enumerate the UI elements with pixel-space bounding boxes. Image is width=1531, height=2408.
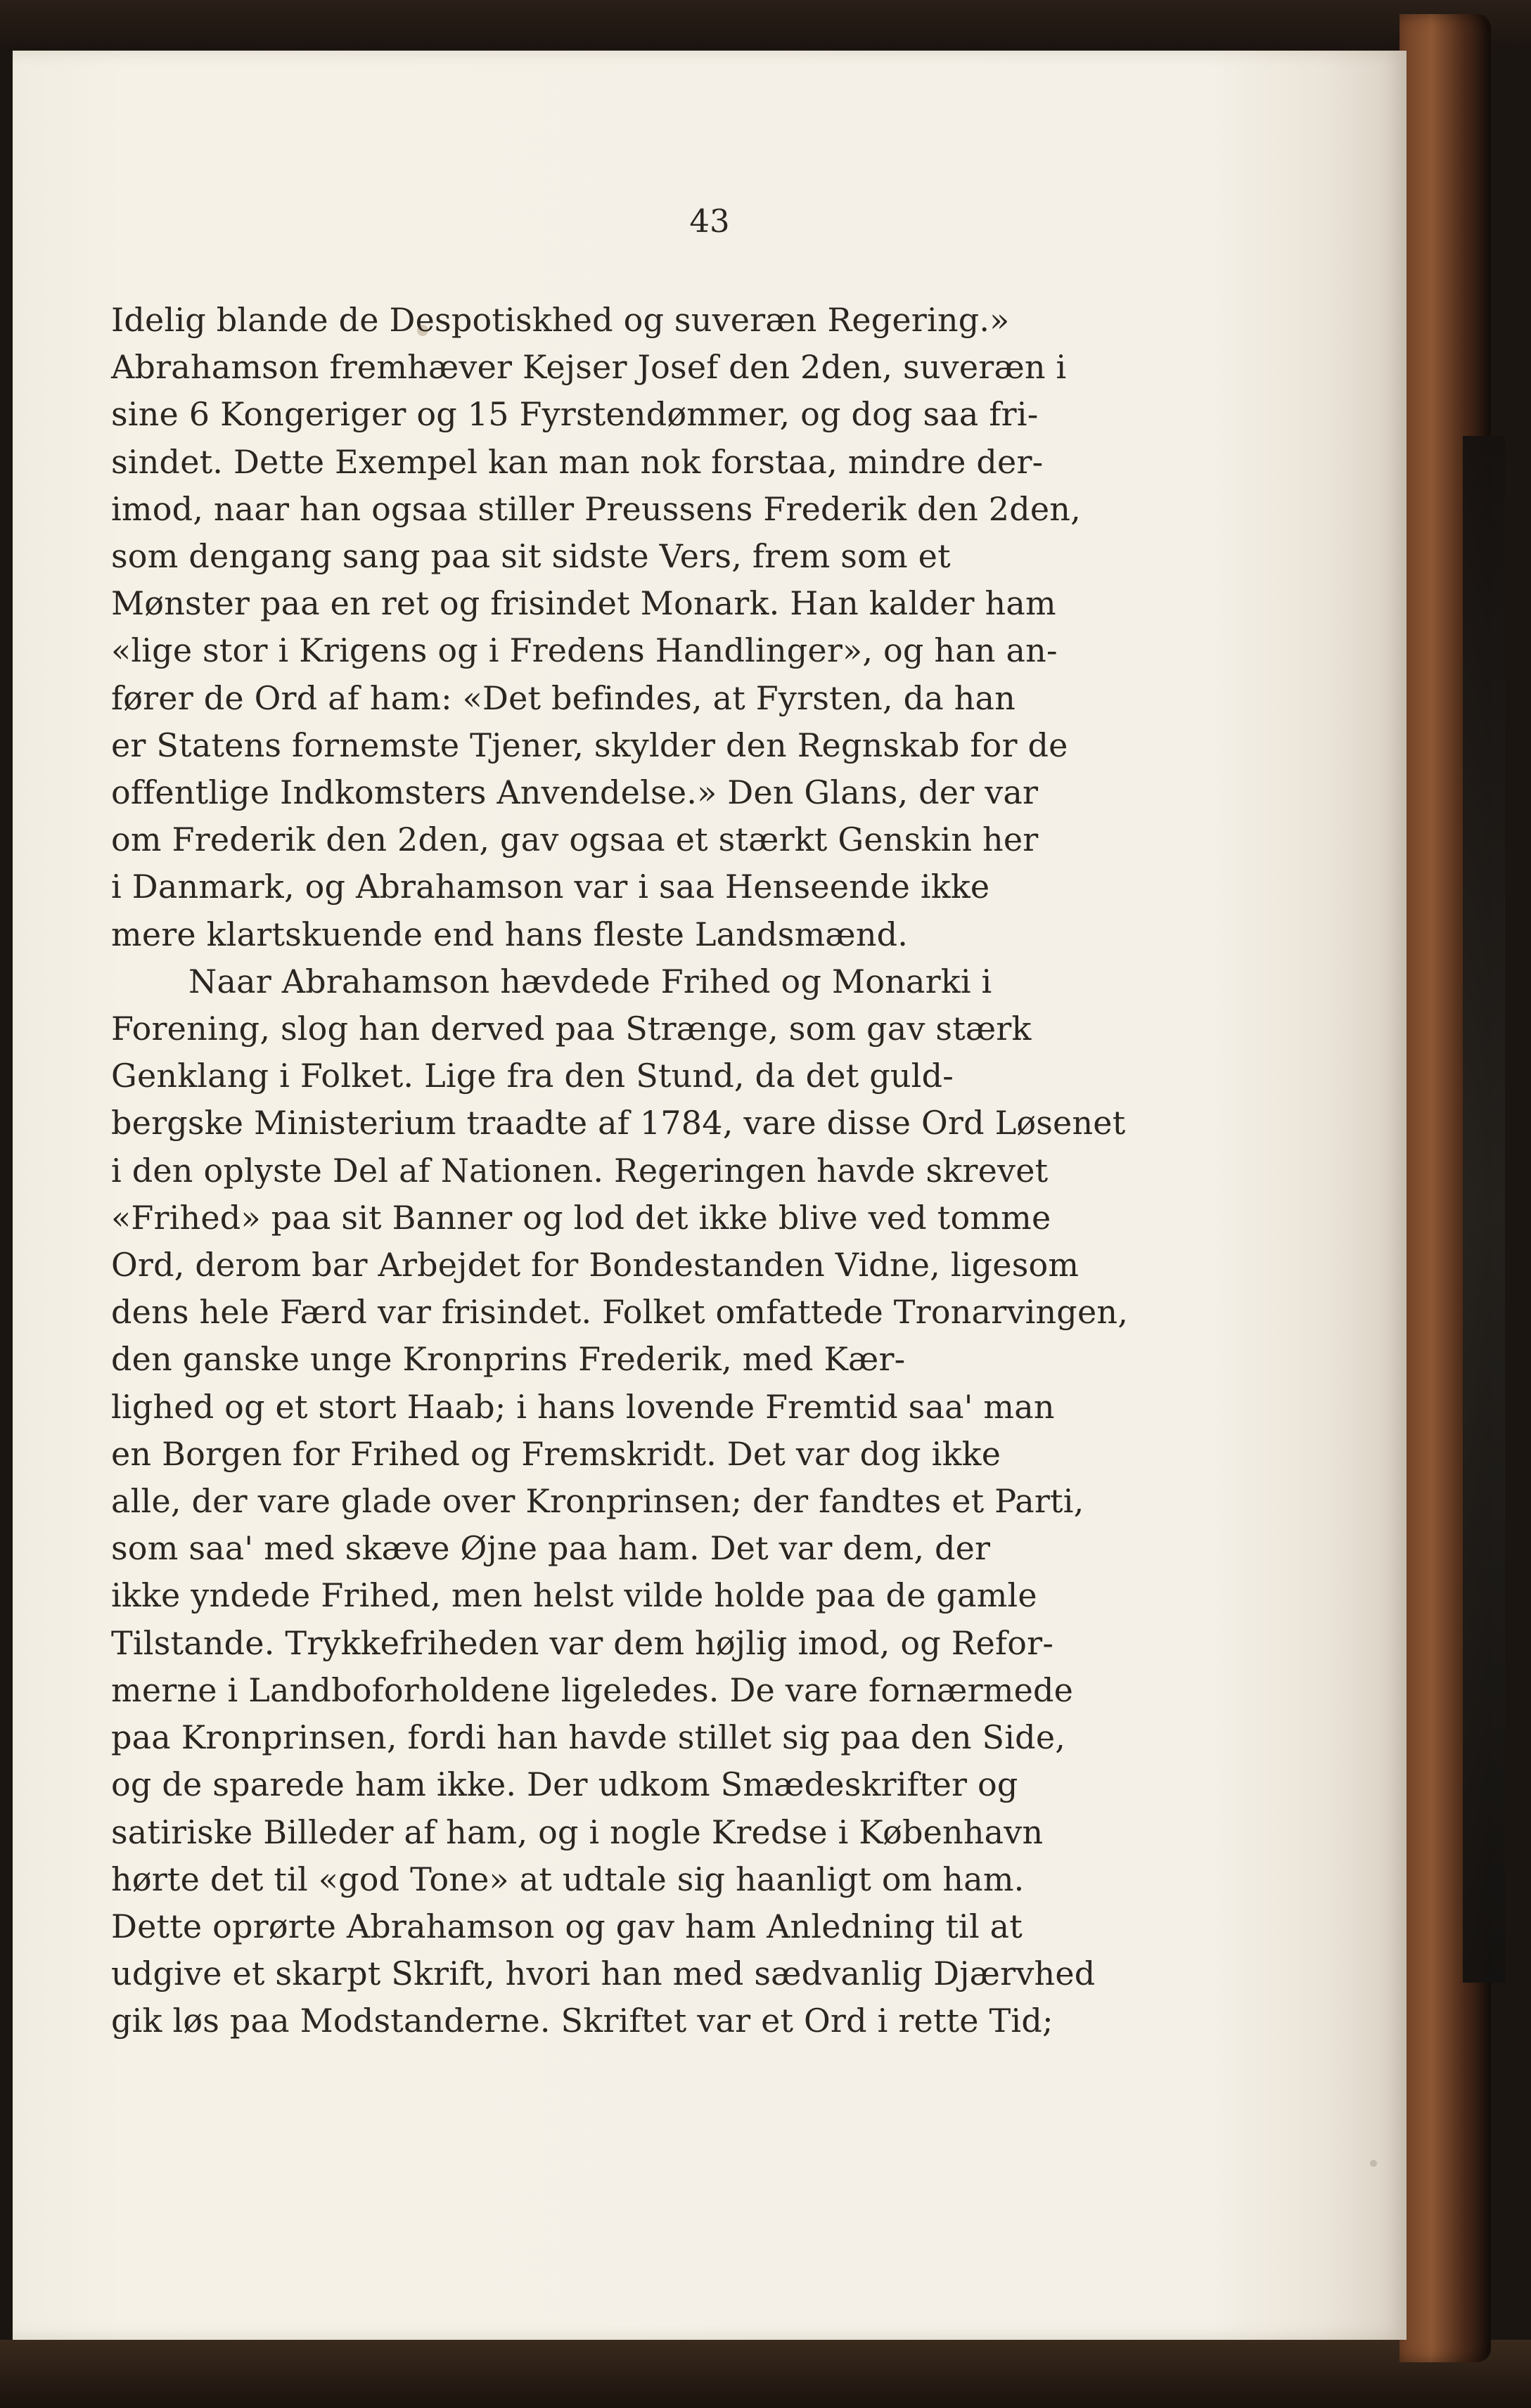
- text-line: Genklang i Folket. Lige fra den Stund, da det guld-: [111, 1057, 954, 1095]
- text-line: fører de Ord af ham: «Det befindes, at Fyrsten, da han: [111, 678, 1016, 717]
- ink-smudge: [1370, 2160, 1377, 2167]
- page-number: 43: [689, 202, 730, 240]
- book-spine-stripe: [1463, 436, 1505, 1983]
- text-line: er Statens fornemste Tjener, skylder den Regnskab for de: [111, 726, 1068, 764]
- text-line: offentlige Indkomsters Anvendelse.» Den Glans, der var: [111, 773, 1039, 812]
- text-line: bergske Ministerium traadte af 1784, vare disse Ord Løsenet: [111, 1104, 1126, 1142]
- text-line: en Borgen for Frihed og Fremskridt. Det var dog ikke: [111, 1434, 1001, 1473]
- text-line: satiriske Billeder af ham, og i nogle Kredse i København: [111, 1813, 1044, 1851]
- text-line: «lige stor i Krigens og i Fredens Handlinger», og han an-: [111, 631, 1058, 670]
- text-line: gik løs paa Modstanderne. Skriftet var et Ord i rette Tid;: [111, 2002, 1053, 2040]
- text-line: Dette oprørte Abrahamson og gav ham Anledning til at: [111, 1907, 1023, 1945]
- text-line: og de sparede ham ikke. Der udkom Smædeskrifter og: [111, 1765, 1018, 1804]
- text-line: i Danmark, og Abrahamson var i saa Henseende ikke: [111, 868, 990, 906]
- text-line: Abrahamson fremhæver Kejser Josef den 2den, suveræn i: [111, 348, 1067, 387]
- text-line: hørte det til «god Tone» at udtale sig haanligt om ham.: [111, 1860, 1025, 1898]
- text-line: Naar Abrahamson hævdede Frihed og Monarki i: [188, 962, 992, 1000]
- text-line: alle, der vare glade over Kronprinsen; der fandtes et Parti,: [111, 1482, 1084, 1521]
- text-line: om Frederik den 2den, gav ogsaa et stærkt Genskin her: [111, 820, 1039, 859]
- text-line: den ganske unge Kronprins Frederik, med Kær-: [111, 1340, 906, 1379]
- text-line: imod, naar han ogsaa stiller Preussens Frederik den 2den,: [111, 489, 1081, 528]
- bottom-edge: [0, 2340, 1531, 2408]
- text-line: dens hele Færd var frisindet. Folket omfattede Tronarvingen,: [111, 1293, 1129, 1332]
- text-line: paa Kronprinsen, fordi han havde stillet sig paa den Side,: [111, 1718, 1066, 1757]
- text-line: i den oplyste Del af Nationen. Regeringen havde skrevet: [111, 1151, 1049, 1190]
- text-line: mere klartskuende end hans fleste Landsmænd.: [111, 915, 909, 953]
- text-line: «Frihed» paa sit Banner og lod det ikke blive ved tomme: [111, 1198, 1051, 1237]
- text-line: Tilstande. Trykkefriheden var dem højlig imod, og Refor-: [111, 1623, 1054, 1662]
- text-line: Forening, slog han derved paa Strænge, som gav stærk: [111, 1010, 1032, 1048]
- body-text: [111, 297, 1166, 2045]
- text-line: merne i Landboforholdene ligeledes. De vare fornærmede: [111, 1670, 1074, 1709]
- text-line: udgive et skarpt Skrift, hvori han med sædvanlig Djærvhed: [111, 1955, 1096, 1993]
- text-line: sine 6 Kongeriger og 15 Fyrstendømmer, og dog saa fri-: [111, 395, 1039, 434]
- top-edge: [0, 0, 1531, 51]
- text-line: ikke yndede Frihed, men helst vilde holde paa de gamle: [111, 1576, 1037, 1615]
- book-page: [13, 51, 1407, 2340]
- text-line: Idelig blande de Despotiskhed og suveræn Regering.»: [111, 301, 1010, 339]
- text-line: sindet. Dette Exempel kan man nok forstaa, mindre der-: [111, 442, 1044, 481]
- text-line: Ord, derom bar Arbejdet for Bondestanden Vidne, ligesom: [111, 1246, 1080, 1285]
- text-line: som saa' med skæve Øjne paa ham. Det var dem, der: [111, 1529, 991, 1568]
- text-line: som dengang sang paa sit sidste Vers, frem som et: [111, 537, 951, 576]
- text-line: lighed og et stort Haab; i hans lovende Fremtid saa' man: [111, 1387, 1055, 1426]
- text-line: Mønster paa en ret og frisindet Monark. Han kalder ham: [111, 584, 1056, 623]
